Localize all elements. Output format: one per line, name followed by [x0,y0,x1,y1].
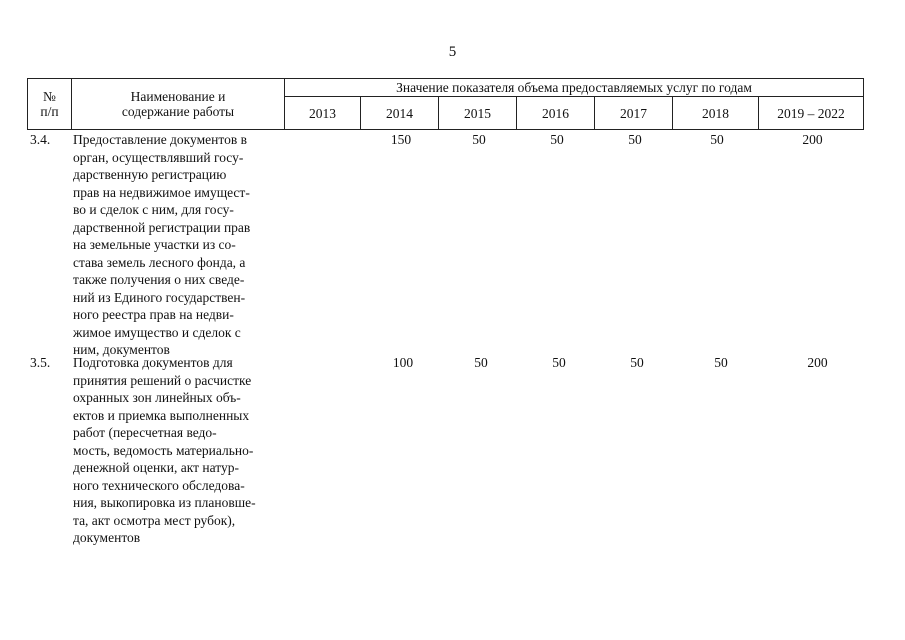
header-year-2018: 2018 [673,97,759,130]
header-year-2017: 2017 [595,97,673,130]
header-year-2019-2022: 2019 – 2022 [759,97,864,130]
row-number: 3.5. [30,355,51,370]
row-number: 3.4. [30,132,51,147]
row-value-2018: 50 [710,132,724,147]
row-value-2017: 50 [630,355,644,370]
page-number: 5 [448,44,457,60]
header-number-line2: п/п [40,104,59,119]
row-value-2015: 50 [474,355,488,370]
row-value-2014: 100 [392,355,414,370]
header-group-title: Значение показателя объема предоставляемых услуг по годам [285,79,864,97]
header-number-cell [28,79,72,130]
header-year-2016: 2016 [517,97,595,130]
header-year-2014: 2014 [361,97,439,130]
row-value-2016: 50 [552,355,566,370]
table-header [27,78,864,130]
header-name-line1: Наименование и [130,89,226,104]
row-value-2016: 50 [550,132,564,147]
row-value-2019-2022: 200 [802,132,823,147]
row-value-2015: 50 [472,132,486,147]
header-name-cell [72,79,285,130]
row-description: Подготовка документов для принятия решений о расчистке охранных зон линейных объ- ектов и приемка выполненных работ (пересчетная ведо- мость, ведомость материально- денежной оценки, акт натур- ного технического обследова- ния, выкопировка из плановше- та, акт осмотра мест рубок), документов [73,355,256,545]
row-value-2014: 150 [390,132,412,147]
header-number-line1: № [43,89,56,104]
row-value-2018: 50 [714,355,728,370]
row-value-2019-2022: 200 [807,355,828,370]
header-year-2015: 2015 [439,97,517,130]
row-description: Предоставление документов в орган, осуществлявший госу- дарственную регистрацию прав на недвижимое имущест- во и сделок с ним, для госу- дарственной регистрации прав на земельные участки из со- става земель лесного фонда, а также получения о них сведе- ний из Единого государствен- ного реестра прав на недви- жимое имущество и сделок с ним, документов [73,132,251,357]
header-year-2013: 2013 [285,97,361,130]
row-value-2017: 50 [628,132,642,147]
header-name-line2: содержание работы [121,104,235,119]
